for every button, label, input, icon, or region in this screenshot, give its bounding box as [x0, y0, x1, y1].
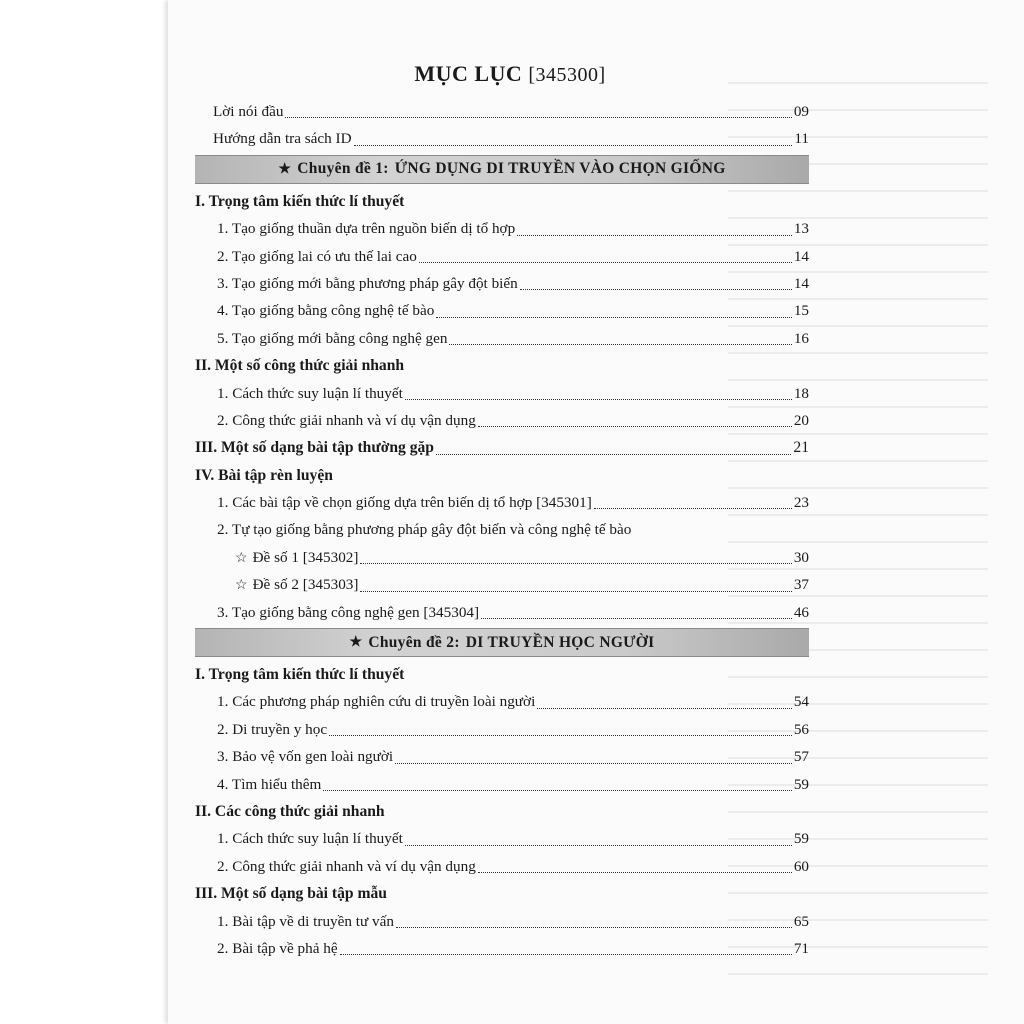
- entry-label: Hướng dẫn tra sách ID: [213, 130, 352, 148]
- dot-leader: [436, 309, 791, 318]
- dot-leader: [360, 555, 791, 564]
- page-number: 54: [793, 693, 809, 711]
- toc-entry: [195, 908, 809, 935]
- topic-2-prefix: Chuyên đề 2:: [368, 633, 460, 651]
- toc-entry: [195, 825, 809, 852]
- entry-label: I. Trọng tâm kiến thức lí thuyết: [195, 192, 405, 210]
- section-heading: [195, 434, 809, 461]
- entry-label: 1. Tạo giống thuần dựa trên nguồn biến dị tổ hợp: [217, 220, 516, 238]
- entry-label: II. Một số công thức giải nhanh: [195, 357, 405, 375]
- page-number: 60: [793, 857, 809, 875]
- toc-entry: [195, 771, 809, 798]
- page-number: 30: [793, 548, 809, 566]
- entry-label: 1. Cách thức suy luận lí thuyết: [217, 384, 403, 402]
- page-number: 46: [793, 603, 809, 621]
- dot-leader: [436, 446, 791, 455]
- section-heading: [195, 462, 809, 489]
- page-number: 23: [793, 494, 809, 512]
- page-number: 13: [793, 220, 809, 238]
- toc-entry: [195, 743, 809, 770]
- entry-label: III. Một số dạng bài tập thường gặp: [195, 439, 434, 457]
- dot-leader: [329, 727, 792, 736]
- star-icon: ★: [349, 635, 363, 651]
- entry-label: Lời nói đầu: [213, 103, 284, 120]
- toc-subentry: [195, 571, 809, 598]
- entry-label: III. Một số dạng bài tập mẫu: [195, 885, 387, 903]
- star-outline-icon: ☆: [235, 578, 248, 594]
- dot-leader: [537, 700, 792, 709]
- page-number: 16: [793, 329, 809, 347]
- entry-label: 2. Tự tạo giống bằng phương pháp gây đột biến và công nghệ tế bào: [217, 521, 632, 539]
- page-number: 18: [793, 384, 809, 402]
- entry-label: I. Trọng tâm kiến thức lí thuyết: [195, 666, 405, 684]
- dot-leader: [520, 281, 792, 290]
- toc-entry: [195, 407, 809, 434]
- page-number: 14: [793, 274, 809, 292]
- dot-leader: [478, 418, 792, 427]
- page-number: 65: [793, 912, 809, 930]
- dot-leader: [354, 137, 793, 146]
- entry-label: IV. Bài tập rèn luyện: [195, 466, 333, 484]
- page-number: 21: [793, 439, 809, 457]
- toc-title-code: [345300]: [528, 64, 606, 86]
- dot-leader: [323, 782, 791, 791]
- topic-2-title: DI TRUYỀN HỌC NGƯỜI: [465, 633, 655, 651]
- entry-label: 3. Bảo vệ vốn gen loài người: [217, 748, 394, 766]
- section-heading: [195, 798, 809, 825]
- dot-leader: [405, 837, 792, 846]
- toc-entry-guide: [195, 125, 809, 152]
- dot-leader: [478, 864, 792, 873]
- page-number: 59: [793, 830, 809, 848]
- entry-label: 3. Tạo giống bằng công nghệ gen [345304]: [217, 603, 480, 621]
- entry-label: 2. Công thức giải nhanh và ví dụ vận dụng: [217, 857, 476, 875]
- page-number: 09: [793, 103, 809, 120]
- section-heading: [195, 352, 809, 379]
- toc-entry-preface: [195, 98, 809, 125]
- dot-leader: [594, 500, 792, 509]
- topic-1-banner: [195, 155, 809, 184]
- dot-leader: [419, 254, 792, 263]
- toc-entry: [195, 243, 809, 270]
- star-icon: ★: [278, 161, 292, 177]
- dot-leader: [517, 227, 792, 236]
- dot-leader: [340, 946, 792, 955]
- toc-entry: [195, 380, 809, 407]
- topic-2-banner: [195, 628, 809, 657]
- toc-entry: [195, 716, 809, 743]
- entry-label: 2. Bài tập về phả hệ: [217, 939, 338, 957]
- toc-entry: [195, 516, 809, 543]
- section-heading: [195, 880, 809, 907]
- entry-label: 4. Tìm hiểu thêm: [217, 775, 322, 793]
- entry-label: Đề số 2 [345303]: [252, 576, 359, 594]
- entry-label: 5. Tạo giống mới bằng công nghệ gen: [217, 329, 448, 347]
- page-number: 37: [793, 576, 809, 594]
- page-number: 57: [793, 748, 809, 766]
- page-number: 56: [793, 720, 809, 738]
- entry-label: 4. Tạo giống bằng công nghệ tế bào: [217, 302, 435, 320]
- toc-entry: [195, 935, 809, 962]
- entry-label: MỤC LỤC: [414, 61, 523, 86]
- toc-entry: [195, 270, 809, 297]
- entry-label: 2. Công thức giải nhanh và ví dụ vận dụng: [217, 411, 476, 429]
- toc-entry: [195, 215, 809, 242]
- dot-leader: [449, 336, 791, 345]
- topic-1-prefix: Chuyên đề 1:: [297, 160, 389, 178]
- page-number: 20: [793, 411, 809, 429]
- entry-label: Đề số 1 [345302]: [252, 548, 359, 566]
- entry-label: 2. Di truyền y học: [217, 720, 328, 738]
- page-number: 71: [793, 939, 809, 957]
- entry-label: 2. Tạo giống lai có ưu thế lai cao: [217, 247, 417, 265]
- section-heading: [195, 188, 809, 215]
- toc-entry: [195, 489, 809, 516]
- dot-leader: [396, 919, 792, 928]
- entry-label: 1. Bài tập về di truyền tư vấn: [217, 912, 394, 930]
- toc-subentry: [195, 544, 809, 571]
- toc-entry: [195, 688, 809, 715]
- entry-label: II. Các công thức giải nhanh: [195, 802, 385, 820]
- table-of-contents: [195, 60, 809, 962]
- entry-label: 1. Các bài tập về chọn giống dựa trên biến dị tổ hợp [345301]: [217, 494, 592, 512]
- toc-entry: [195, 853, 809, 880]
- page-number: 11: [794, 130, 809, 148]
- toc-entry: [195, 599, 809, 626]
- toc-entry: [195, 325, 809, 352]
- topic-1-title: ỨNG DỤNG DI TRUYỀN VÀO CHỌN GIỐNG: [394, 160, 726, 178]
- star-outline-icon: ☆: [235, 550, 248, 566]
- entry-label: 1. Cách thức suy luận lí thuyết: [217, 830, 403, 848]
- dot-leader: [360, 583, 791, 592]
- dot-leader: [395, 755, 792, 764]
- entry-label: 1. Các phương pháp nghiên cứu di truyền loài người: [217, 693, 536, 711]
- entry-label: 3. Tạo giống mới bằng phương pháp gây đột biến: [217, 274, 518, 292]
- dot-leader: [481, 610, 792, 619]
- page-number: 15: [793, 302, 809, 320]
- toc-title: [211, 60, 809, 88]
- section-heading: [195, 661, 809, 688]
- dot-leader: [285, 109, 791, 118]
- toc-entry: [195, 297, 809, 324]
- dot-leader: [405, 391, 792, 400]
- page-number: 59: [793, 775, 809, 793]
- page-number: 14: [793, 247, 809, 265]
